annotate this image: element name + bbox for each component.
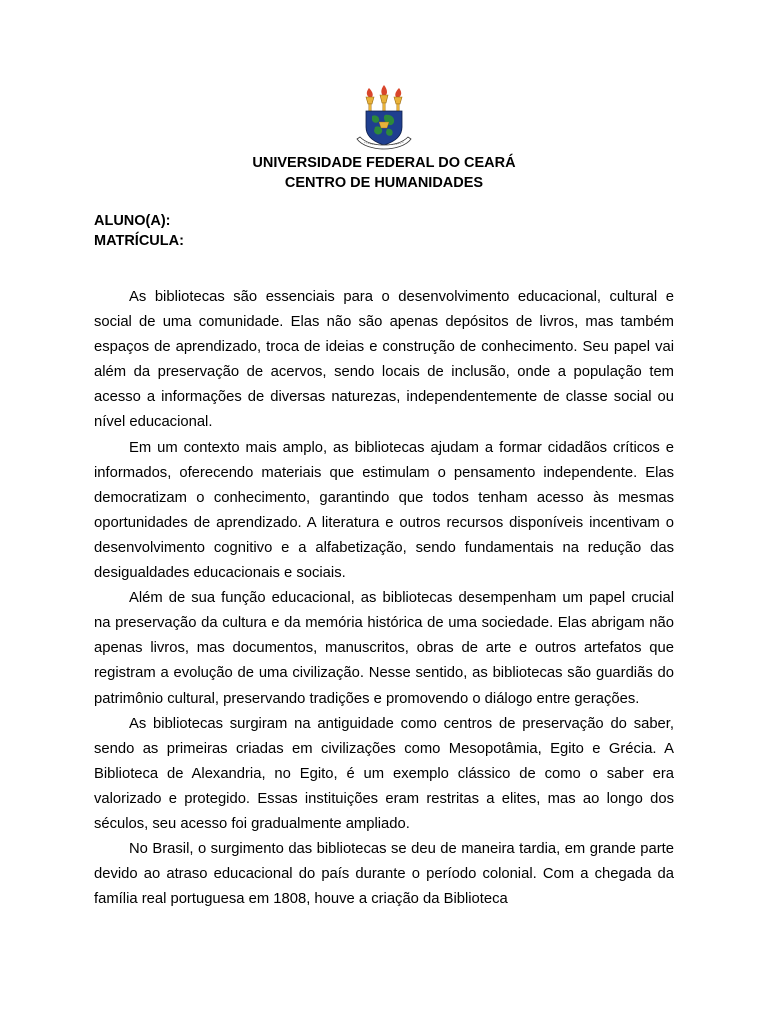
student-name-label: ALUNO(A): xyxy=(94,213,171,229)
paragraph: As bibliotecas são essenciais para o desenvolvimento educacional, cultural e social de uma comunidade. Elas não são apenas depósitos de livros, mas também espaços de aprendizado, troca de ideias e construção de conhecimento. Seu papel vai além da preservação de acervos, sendo locais de inclusão, onde a população tem acesso a informações de diversas naturezas, independentemente de classe social ou nível educacional. xyxy=(94,289,674,431)
paragraph: Além de sua função educacional, as bibliotecas desempenham um papel crucial na preservação da cultura e da memória histórica de uma sociedade. Elas abrigam não apenas livros, mas documentos, manuscritos, obras de arte e outros artefatos que registram a evolução de uma civilização. Nesse sentido, as bibliotecas são guardiãs do patrimônio cultural, preservando tradições e promovendo o diálogo entre gerações. xyxy=(94,590,674,707)
university-emblem-icon xyxy=(352,84,416,150)
torch-center xyxy=(380,95,388,103)
paragraph: Em um contexto mais amplo, as bibliotecas ajudam a formar cidadãos críticos e informados, oferecendo materiais que estimulam o pensamento independente. Elas democratizam o conhecimento, garantindo que todos tenham acesso às mesmas oportunidades de aprendizado. A literatura e outros recursos disponíveis incentivam o desenvolvimento cognitivo e a alfabetização, sendo fundamentais na redução das desigualdades educacionais e sociais. xyxy=(94,439,674,582)
student-id-label: MATRÍCULA: xyxy=(94,233,184,249)
student-info xyxy=(94,211,184,251)
torch-flame-left xyxy=(367,88,373,98)
torch-left xyxy=(366,97,374,104)
torch-flame-center xyxy=(381,85,387,96)
document-header xyxy=(0,153,768,193)
torch-flame-right xyxy=(395,88,401,98)
paragraph: As bibliotecas surgiram na antiguidade como centros de preservação do saber, sendo as primeiras criadas em civilizações como Mesopotâmia, Egito e Grécia. A Biblioteca de Alexandria, no Egito, é um exemplo clássico de como o saber era valorizado e protegido. Essas instituições eram restritas a elites, mas ao longo dos séculos, seu acesso foi gradualmente ampliado. xyxy=(94,715,674,832)
document-body xyxy=(94,285,674,912)
university-name: UNIVERSIDADE FEDERAL DO CEARÁ xyxy=(252,155,516,171)
center-name: CENTRO DE HUMANIDADES xyxy=(284,175,484,191)
torch-right xyxy=(394,97,402,104)
paragraph: No Brasil, o surgimento das bibliotecas se deu de maneira tardia, em grande parte devido ao atraso educacional do país durante o período colonial. Com a chegada da família real portuguesa em 1808, houve a criação da Biblioteca xyxy=(94,841,674,908)
